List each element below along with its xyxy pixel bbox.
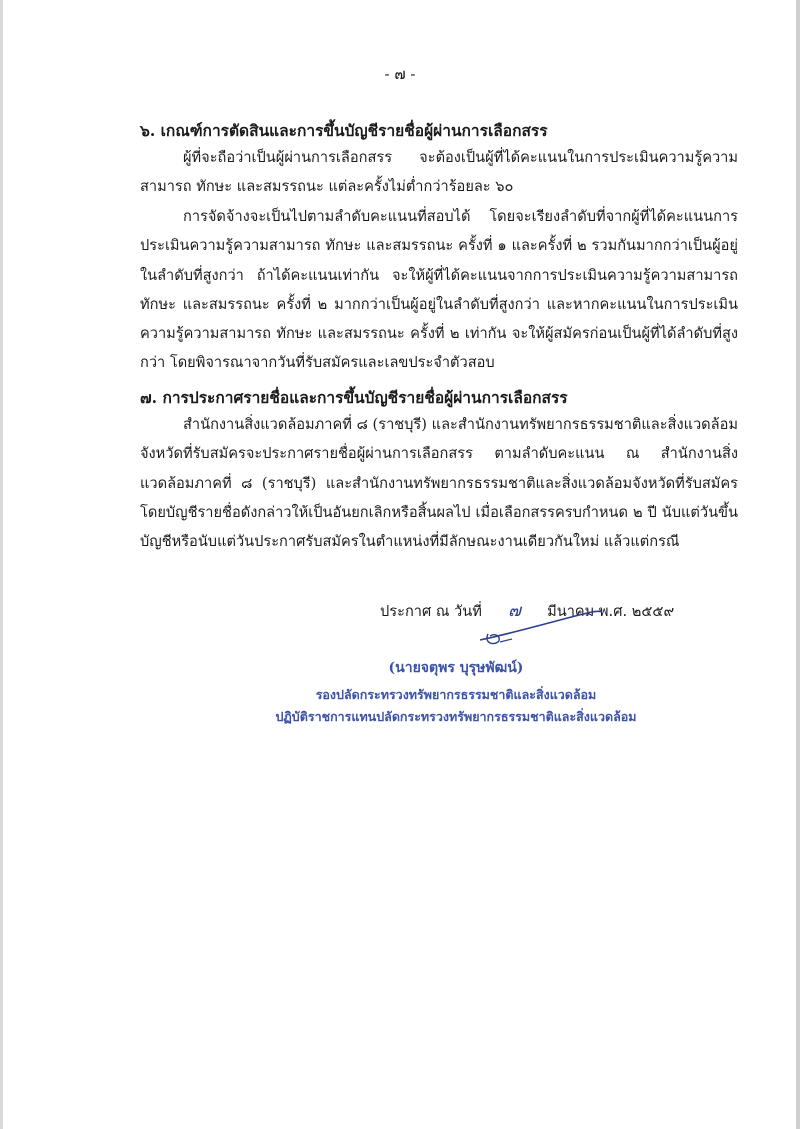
section-7-heading: ๗. การประกาศรายชื่อและการขึ้นบัญชีรายชื่อผู้ผ่านการเลือกสรร [140, 388, 568, 407]
signer-position-line-1: รองปลัดกระทรวงทรัพยากรธรรมชาติและสิ่งแวดล้อม [315, 687, 597, 702]
handwritten-signature [470, 606, 610, 650]
page-number: - ๗ - [384, 65, 416, 83]
section-6-paragraph-1: ผู้ที่จะถือว่าเป็นผู้ผ่านการเลือกสรร จะต้องเป็นผู้ที่ได้คะแนนในการประเมินความรู้ความสามารถ ทักษะ และสมรรถนะ แต่ละครั้งไม่ต่ำกว่าร้อยละ ๖๐ [140, 149, 738, 196]
signer-position-line-2: ปฏิบัติราชการแทนปลัดกระทรวงทรัพยากรธรรมชาติและสิ่งแวดล้อม [275, 709, 637, 724]
scan-edge-right [796, 0, 800, 1129]
announcement-month-year: มีนาคม พ.ศ. ๒๕๕๙ [547, 603, 675, 620]
announcement-day-handwritten: ๗ [508, 601, 521, 621]
section-6-paragraph-2: การจัดจ้างจะเป็นไปตามลำดับคะแนนที่สอบได้ โดยจะเรียงลำดับที่จากผู้ที่ได้คะแนนการประเมินความรู้ความสามารถ ทักษะ และสมรรถนะ ครั้งที่ ๑ และครั้งที่ ๒ รวมกันมากกว่าเป็นผู้อยู่ในลำดับที่สูงกว่า ถ้าได้คะแนนเท่ากัน จะให้ผู้ที่ได้คะแนนจากการประเมินความรู้ความสามารถ ทักษะ และสมรรถนะ ครั้งที่ ๒ มากกว่าเป็นผู้อยู่ในลำดับที่สูงกว่า และหากคะแนนในการประเมินความรู้ความสามารถ ทักษะ และสมรรถนะ ครั้งที่ ๒ เท่ากัน จะให้ผู้สมัครก่อนเป็นผู้ที่ได้ลำดับที่สูงกว่า โดยพิจารณาจากวันที่รับสมัครและเลขประจำตัวสอบ [140, 208, 738, 372]
scan-edge-left [0, 0, 3, 1129]
announcement-prefix: ประกาศ ณ วันที่ [380, 603, 482, 620]
section-7-paragraph-1: สำนักงานสิ่งแวดล้อมภาคที่ ๘ (ราชบุรี) และสำนักงานทรัพยากรธรรมชาติและสิ่งแวดล้อมจังหวัดที่รับสมัครจะประกาศรายชื่อผู้ผ่านการเลือกสรร ตามลำดับคะแนน ณ สำนักงานสิ่งแวดล้อมภาคที่ ๘ (ราชบุรี) และสำนักงานทรัพยากรธรรมชาติและสิ่งแวดล้อมจังหวัดที่รับสมัคร โดยบัญชีรายชื่อดังกล่าวให้เป็นอันยกเลิกหรือสิ้นผลไป เมื่อเลือกสรรครบกำหนด ๒ ปี นับแต่วันขึ้นบัญชีหรือนับแต่วันประกาศรับสมัครในตำแหน่งที่มีลักษณะงานเดียวกันใหม่ แล้วแต่กรณี [140, 416, 738, 551]
section-6-heading: ๖. เกณฑ์การตัดสินและการขึ้นบัญชีรายชื่อผู้ผ่านการเลือกสรร [140, 121, 548, 140]
signer-name: (นายจตุพร บุรุษพัฒน์) [388, 660, 524, 676]
